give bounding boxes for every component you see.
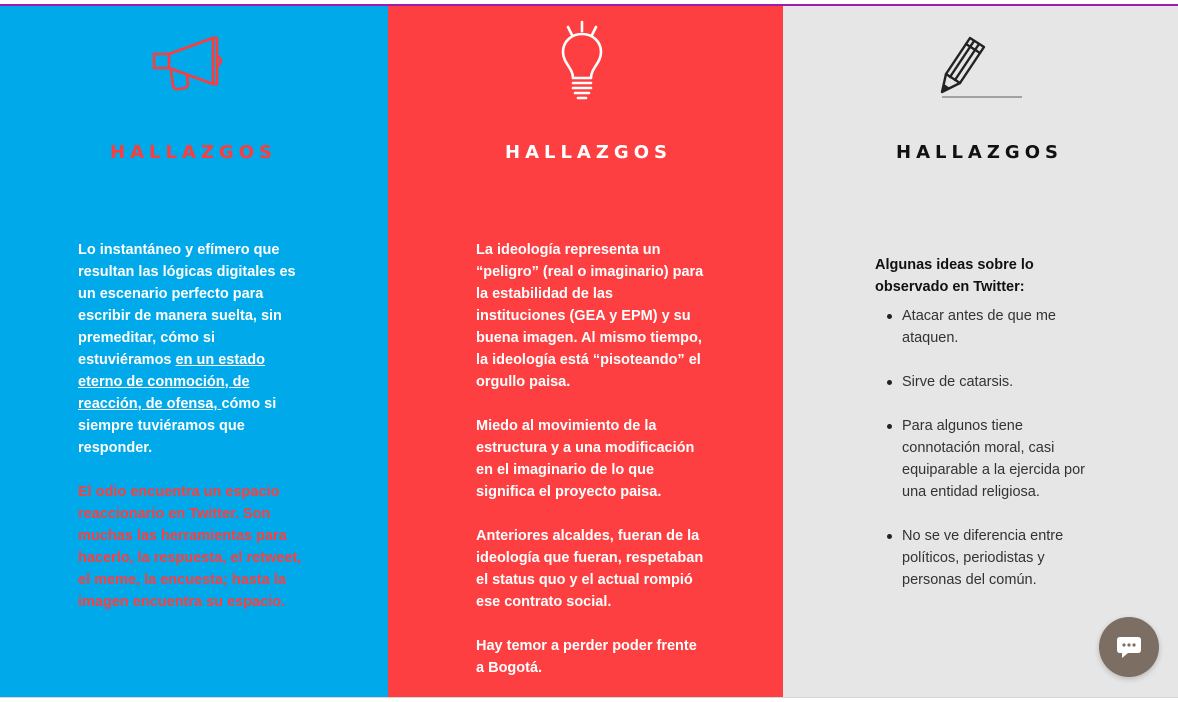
findings-paragraph: Miedo al movimiento de la estructura y a una modificación en el imaginario de lo que significa el proyecto paisa.: [476, 418, 695, 500]
megaphone-icon: [151, 34, 229, 92]
section-heading: HALLAZGOS: [110, 142, 277, 163]
paragraph-text: Lo instantáneo y efímero que resultan las lógicas digitales es un escenario perfecto para escribir de manera suelta, sin premeditar, cómo si estuviéramos: [78, 242, 296, 368]
underlined-phrase: en un estado eterno de conmoción, de reacción, de ofensa,: [78, 352, 265, 412]
findings-paragraph: [78, 239, 310, 459]
section-heading: HALLAZGOS: [896, 142, 1063, 163]
findings-list: [902, 305, 1087, 613]
list-item: No se ve diferencia entre políticos, periodistas y personas del común.: [902, 525, 1087, 591]
findings-text: [78, 239, 310, 613]
list-item: Para algunos tiene connotación moral, casi equiparable a la ejercida por una entidad religiosa.: [902, 415, 1087, 503]
findings-intro: Algunas ideas sobre lo observado en Twitter:: [875, 256, 1034, 295]
section-heading: HALLAZGOS: [505, 142, 672, 163]
findings-paragraph-highlight: El odio encuentra un espacio reaccionario en Twitter. Son muchas las herramientas para hacerlo, la respuesta, el retweet, el meme, la encuesta; hasta la imagen encuentra su espacio.: [78, 484, 302, 610]
findings-paragraph: Hay temor a perder poder frente a Bogotá.: [476, 638, 697, 676]
bottom-divider: [0, 697, 1178, 702]
list-item: Sirve de catarsis.: [902, 371, 1087, 393]
paragraph-text: cómo si siempre tuviéramos que responder.: [78, 396, 277, 456]
findings-text: [476, 239, 706, 679]
findings-paragraph: La ideología representa un “peligro” (real o imaginario) para la estabilidad de las instituciones (GEA y EPM) y su buena imagen. Al mismo tiempo, la ideología está “pisoteando” el orgullo paisa.: [476, 242, 704, 390]
pencil-icon: [938, 32, 1026, 102]
findings-column-blue: [0, 6, 388, 697]
findings-column-gray: [783, 6, 1178, 697]
chat-button[interactable]: [1099, 617, 1159, 677]
chat-bubble-icon: [1116, 635, 1142, 659]
findings-column-red: [388, 6, 783, 697]
lightbulb-icon: [556, 20, 608, 104]
list-item: Atacar antes de que me ataquen.: [902, 305, 1087, 349]
findings-paragraph: Anteriores alcaldes, fueran de la ideología que fueran, respetaban el status quo y el actual rompió ese contrato social.: [476, 528, 704, 610]
